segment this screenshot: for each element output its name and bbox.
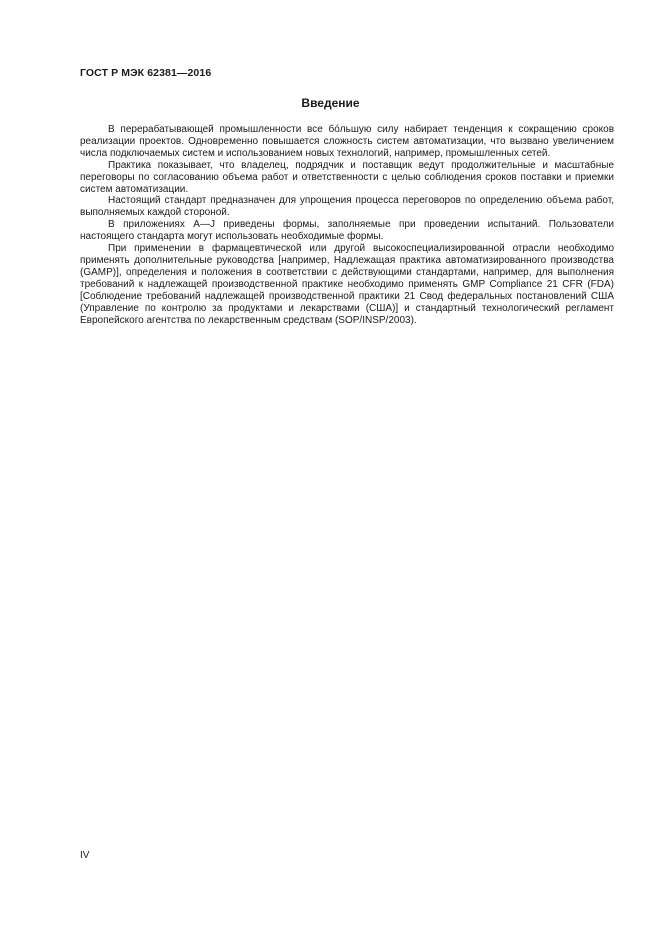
paragraph: В приложениях А—J приведены формы, заполняемые при проведении испытаний. Пользователи настоящего стандарта могут использовать необходимые формы. — [80, 219, 614, 243]
paragraph: Настоящий стандарт предназначен для упрощения процесса переговоров по определению объема работ, выполняемых каждой стороной. — [80, 195, 614, 219]
paragraph: В перерабатывающей промышленности все бóльшую силу набирает тенденция к сокращению сроков реализации проектов. Одновременно повышается сложность систем автоматизации, что вызвано увеличением числа подключаемых систем и использованием новых технологий, например, промышленных сетей. — [80, 124, 614, 159]
introduction-body — [80, 124, 614, 326]
page-number: IV — [80, 850, 90, 861]
document-header: ГОСТ Р МЭК 62381—2016 — [80, 67, 212, 79]
section-title: Введение — [301, 96, 360, 110]
paragraph: При применении в фармацевтической или другой высокоспециализированной отрасли необходимо применять дополнительные руководства [например, Надлежащая практика автоматизированного производства (GAMP)], определения и положения в соответствии с действующими стандартами, например, для выполнения требований к надлежащей производственной практике необходимо применять GMP Compliance 21 CFR (FDA) [Соблюдение требований надлежащей производственной практики 21 Свод федеральных постановлений США (Управление по контролю за продуктами и лекарствами (США)] и стандартный технологический регламент Европейского агентства по лекарственным средствам (SOP/INSP/2003). — [80, 243, 614, 326]
paragraph: Практика показывает, что владелец, подрядчик и поставщик ведут продолжительные и масштабные переговоры по согласованию объема работ и ответственности с целью соблюдения сроков поставки и приемки систем автоматизации. — [80, 159, 614, 195]
